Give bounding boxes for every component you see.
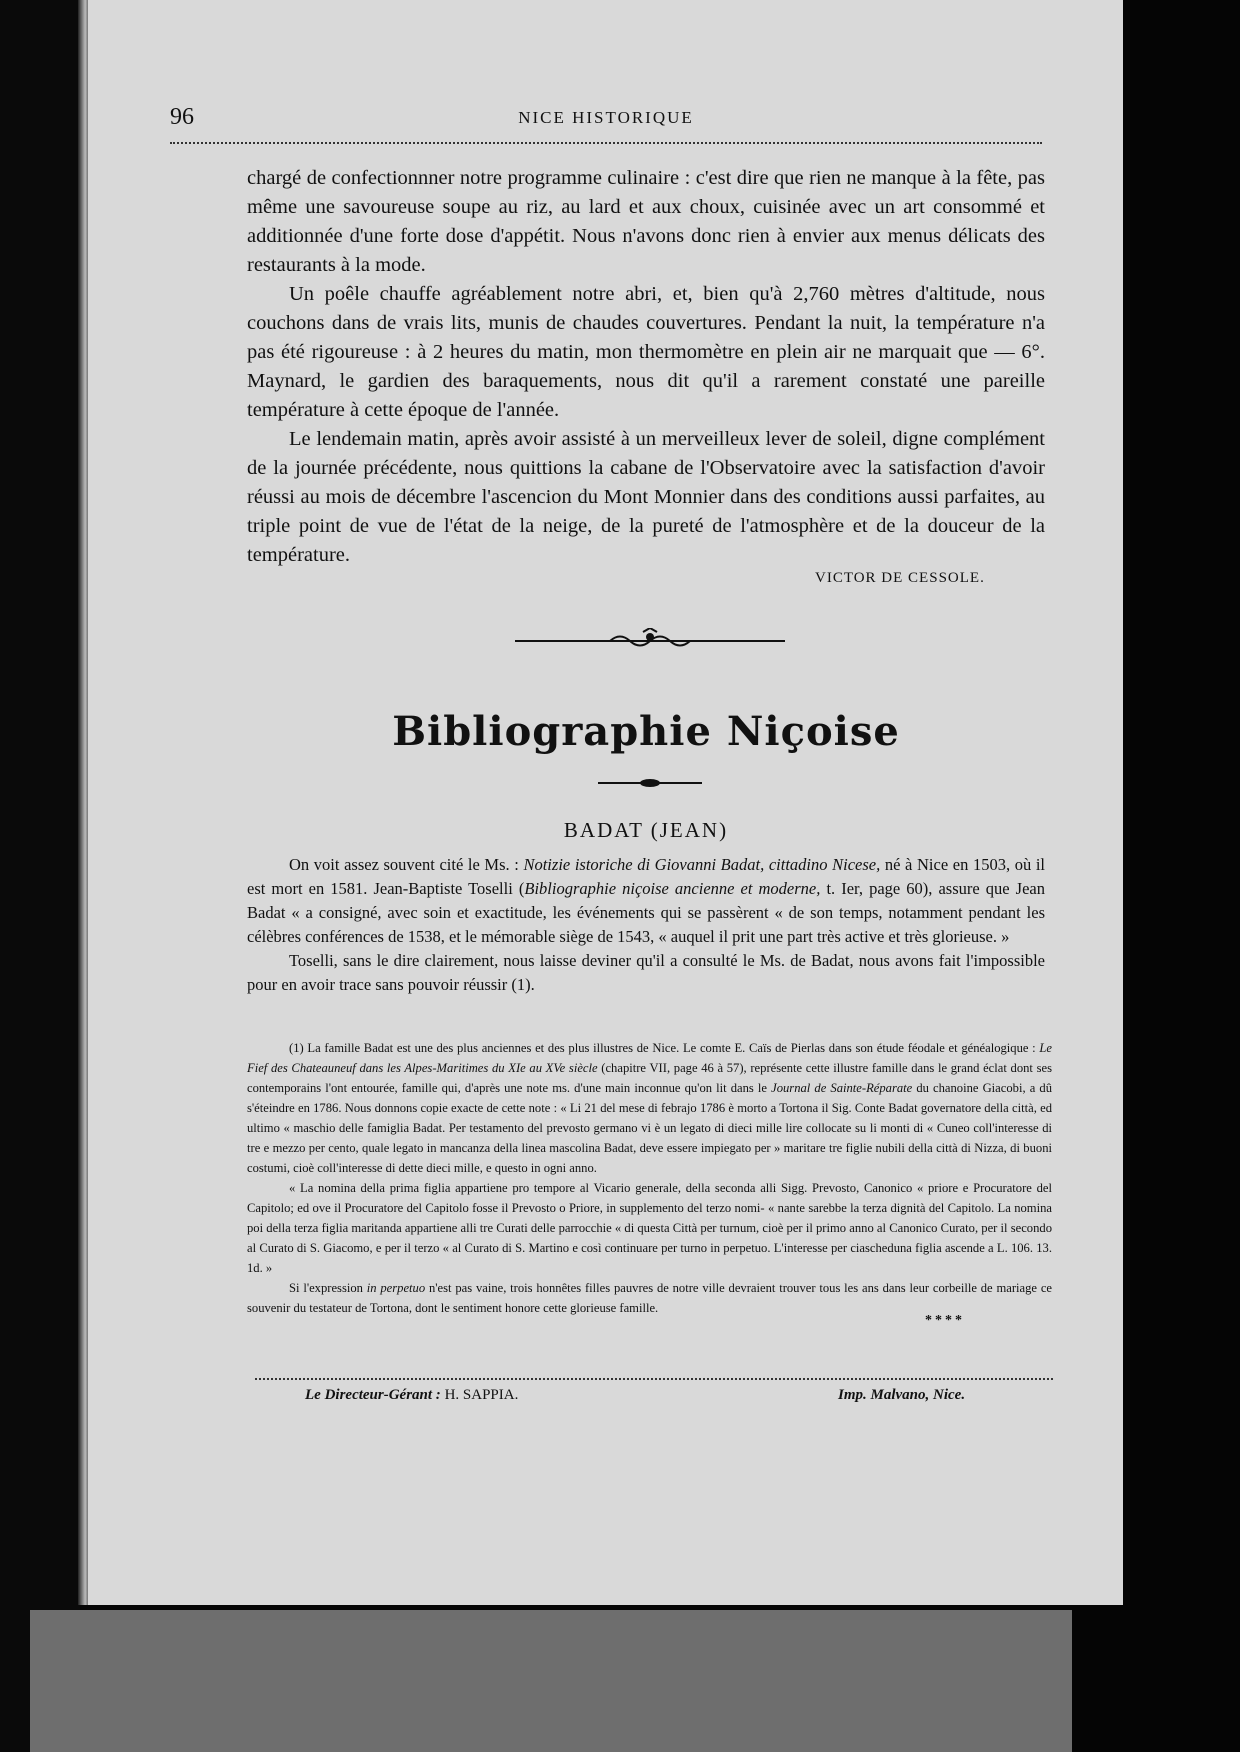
article-paragraph: chargé de confectionnner notre programme culinaire : c'est dire que rien ne manque à la fête, pas même une savoureuse soupe au riz, au lard et aux choux, cuisinée avec un art consommé et additionnée d'une forte dose d'appétit. Nous n'avons donc rien à envier aux menus délicats des restaurants à la mode.: [247, 167, 1045, 276]
entry-paragraph: Toselli, sans le dire clairement, nous laisse deviner qu'il a consulté le Ms. de Badat, nous avons fait l'impossible pour en avoir trace sans pouvoir réussir (1).: [247, 951, 1045, 994]
header-rule: [170, 142, 1042, 144]
entry-paragraph: [247, 853, 1045, 949]
footnote-paragraph: « La nomina della prima figlia appartiene pro tempore al Vicario generale, della seconda alli Sigg. Prevosto, Canonico « priore e Procuratore del Capitolo; ed ove il Procuratore del Capitolo fosse il Prevosto o Priore, in supplemento del terzo nomi- « nante sarebbe la terza dignità del Capitolo. La nomina poi della terza figlia maritanda appartiene alli tre Curati delle parrocchie « di questa Città per turnum, cioè per il primo anno al Canonico Curato, per il secondo al Curato di S. Giacomo, e per il terzo « al Curato di S. Martino e così continuare per turno in perpetuo. L'interesse per ciascheduna figlia ascende a L. 106. 13. 1d. »: [247, 1181, 1052, 1275]
text-run: né à Nice en 1503, où il est mort en 1581. Jean-Baptiste Toselli (: [247, 855, 1045, 898]
latin-phrase: in perpetuo: [366, 1281, 426, 1295]
running-title: NICE HISTORIQUE: [518, 108, 694, 127]
entry-title: BADAT (JEAN): [563, 818, 729, 842]
small-ornament: [598, 775, 702, 791]
ornament-divider: [515, 628, 785, 654]
page-header: [170, 104, 1042, 148]
director-label: Le Directeur-Gérant :: [305, 1387, 441, 1403]
cited-journal: Journal de Sainte-Réparate: [771, 1081, 913, 1095]
end-stars: ****: [925, 1313, 965, 1328]
article-paragraph: Le lendemain matin, après avoir assisté à un merveilleux lever de soleil, digne complément de la journée précédente, nous quittions la cabane de l'Observatoire avec la satisfaction d'avoir réussi au mois de décembre l'ascencion du Mont Monnier dans des conditions aussi parfaites, au triple point de vue de l'état de la neige, de la pureté de l'atmosphère et de la douceur de la température.: [247, 428, 1045, 566]
article-paragraph: Un poêle chauffe agréablement notre abri, et, bien qu'à 2,760 mètres d'altitude, nous couchons dans de vrais lits, munis de chaudes couvertures. Pendant la nuit, la température n'a pas été rigoureuse : à 2 heures du matin, mon thermomètre en plein air ne marquait que — 6°. Maynard, le gardien des baraquements, nous dit qu'il a rarement constaté une pareille température à cette époque de l'année.: [247, 283, 1045, 421]
entry-body: [247, 853, 1045, 997]
text-run: (chapitre VII, page 46 à 57), représente cette illustre famille dans le grand éclat dont ses contemporains l'ont entourée, famille qui, d'après une note ms. d'une main inconnue qu'on lit dans le: [247, 1061, 1052, 1095]
text-run: (1) La famille Badat est une des plus anciennes et des plus illustres de Nice. Le comte E. Caïs de Pierlas dans son étude féodale et généalogique :: [289, 1041, 1040, 1055]
text-run: du chanoine Giacobi, a dû s'éteindre en 1786. Nous donnons copie exacte de cette note : « Li 21 del mese di febrajo 1786 è morto a Tortona il Sig. Conte Badat governatore della città, ed ultimo « maschio delle famiglia Badat. Per testamento del prevosto germano vi è un legato di dieci mille lire collocate su li monti di « Cuneo coll'interesse di tre e mezzo per cento, quale legato in mancanza della linea mascolina Badat, deve essere impiegato per » maritare tre figlie nubili della città di Nizza, di buoni costumi, cioè coll'interesse di dette dieci mille, e questo in ogni anno.: [247, 1081, 1052, 1175]
footer-printer: Imp. Malvano, Nice.: [838, 1387, 966, 1403]
footnote-paragraph: [247, 1278, 1052, 1318]
footnote-paragraph: [247, 1038, 1052, 1178]
scanner-bottom-strip: [30, 1610, 1072, 1752]
author-signature: VICTOR DE CESSOLE.: [815, 570, 985, 586]
section-title: Bibliographie Niçoise: [392, 708, 900, 755]
book-title: Bibliographie niçoise ancienne et moderne,: [524, 879, 821, 898]
manuscript-title: Notizie istoriche di Giovanni Badat, cittadino Nicese,: [523, 855, 881, 874]
text-run: On voit assez souvent cité le Ms. :: [289, 855, 524, 874]
text-run: t. Ier, page 60), assure que Jean Badat « a consigné, avec soin et exactitude, les événements qui se passèrent « de son temps, notamment pendant les célèbres conférences de 1538, et le mémorable siège de 1543, « auquel il prit une part très active et très glorieuse. »: [247, 879, 1045, 946]
text-run: n'est pas vaine, trois honnêtes filles pauvres de notre ville devraient trouver tous les ans dans leur corbeille de mariage ce souvenir du testateur de Tortona, dont le sentiment honore cette glorieuse famille.: [247, 1281, 1052, 1315]
footer-director: [305, 1387, 518, 1404]
cited-title: Le Fief des Chateauneuf dans les Alpes-Maritimes du XIe au XVe siècle: [247, 1041, 1052, 1075]
footer-rule: [255, 1378, 1053, 1380]
scanner-background: [0, 0, 80, 1752]
page-number: 96: [170, 104, 194, 130]
footnote: [247, 1038, 1052, 1318]
article-body: [247, 164, 1045, 570]
director-name: H. SAPPIA.: [444, 1387, 519, 1403]
text-run: Si l'expression: [289, 1281, 367, 1295]
